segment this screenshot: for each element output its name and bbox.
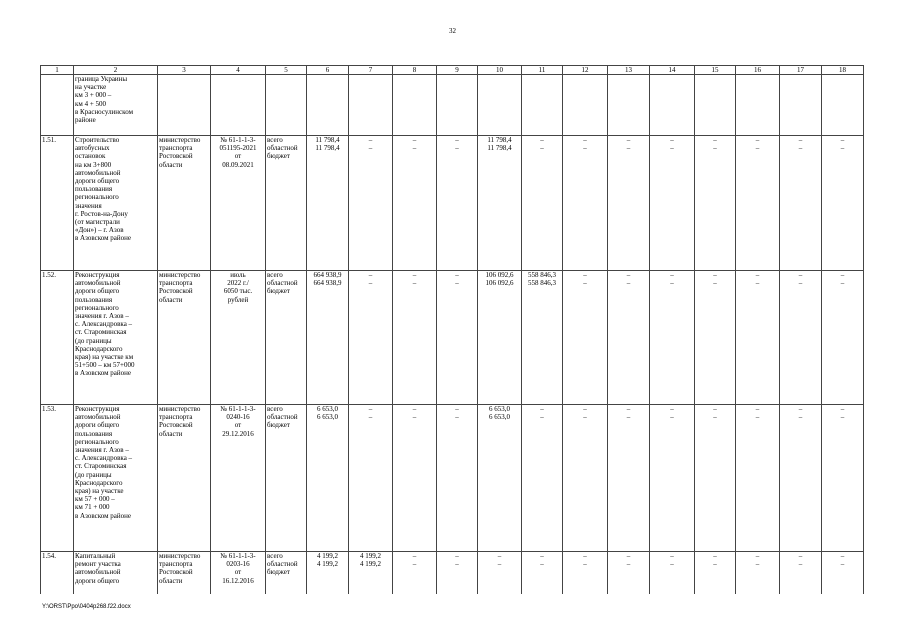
table-row: [41, 271, 864, 405]
amount-cell: [650, 405, 695, 552]
header-row: [41, 66, 864, 75]
item-name-text: Реконструкция автомобильной дороги общего пользования регионального значения г. Азов – с. Александровка – ст. Староминская (до границы Краснодарского края) на участке км 57 + 000 – км 71 + 000 в Азовском районе: [75, 405, 133, 520]
amount-cell: [608, 552, 650, 594]
amount-cell: [478, 552, 522, 594]
document-ref: [211, 75, 266, 136]
amount-cell: [822, 136, 864, 271]
amount-cell: [780, 552, 822, 594]
item-number: [41, 552, 74, 594]
amount-cell: [608, 75, 650, 136]
amount-cell-text: – –: [626, 136, 631, 153]
document-ref: [211, 271, 266, 405]
funding-source: [266, 75, 307, 136]
amount-cell: [563, 271, 608, 405]
amount-cell-text: – –: [755, 405, 760, 422]
item-number: [41, 405, 74, 552]
amount-cell: [822, 75, 864, 136]
column-header: 13: [608, 66, 650, 75]
amount-cell: [608, 405, 650, 552]
amount-cell: [563, 405, 608, 552]
amount-cell-text: – –: [455, 136, 459, 153]
amount-cell-text: – –: [540, 405, 544, 422]
amount-cell: [349, 405, 393, 552]
column-header: 11: [522, 66, 563, 75]
amount-cell-text: – –: [798, 136, 803, 153]
amount-cell: [478, 75, 522, 136]
amount-cell: [522, 552, 563, 594]
column-header: 18: [822, 66, 864, 75]
customer: [158, 405, 211, 552]
column-header: 9: [437, 66, 478, 75]
amount-cell-text: – –: [670, 552, 674, 569]
amount-cell-text: – –: [755, 136, 760, 153]
amount-cell: [563, 136, 608, 271]
amount-cell: [393, 75, 437, 136]
document-ref: [211, 136, 266, 271]
item-number: [41, 75, 74, 136]
amount-cell-text: – –: [713, 136, 717, 153]
amount-cell-text: – –: [670, 405, 674, 422]
amount-cell-text: – –: [497, 552, 502, 569]
amount-cell: [307, 136, 349, 271]
customer-text: министерство транспорта Ростовской области: [159, 136, 201, 169]
funding-source: [266, 271, 307, 405]
amount-cell-text: 106 092,6 106 092,6: [485, 271, 514, 288]
table-row: [41, 75, 864, 136]
amount-cell: [608, 136, 650, 271]
customer: [158, 271, 211, 405]
funding-source-text: всего областной бюджет: [267, 405, 298, 430]
amount-cell: [650, 271, 695, 405]
item-number: [41, 271, 74, 405]
amount-cell: [349, 552, 393, 594]
column-header: 16: [736, 66, 780, 75]
amount-cell-text: 664 938,9 664 938,9: [313, 271, 342, 288]
amount-cell-text: – –: [840, 405, 845, 422]
amount-cell: [437, 75, 478, 136]
amount-cell-text: – –: [540, 552, 544, 569]
customer: [158, 552, 211, 594]
amount-cell: [736, 405, 780, 552]
column-header: 8: [393, 66, 437, 75]
table-row: [41, 405, 864, 552]
amount-cell-text: – –: [583, 552, 587, 569]
amount-cell: [695, 405, 736, 552]
amount-cell: [522, 271, 563, 405]
amount-cell-text: 6 653,0 6 653,0: [317, 405, 338, 422]
amount-cell: [736, 271, 780, 405]
column-header: 12: [563, 66, 608, 75]
amount-cell: [780, 75, 822, 136]
funding-source-text: всего областной бюджет: [267, 136, 298, 161]
item-name-text: Строительство автобусных остановок на км 3+800 автомобильной дороги общего пользования регионального значения г. Ростов-на-Дону (от магистрали «Дон») – г. Азов в Азовском районе: [75, 136, 132, 243]
customer-text: министерство транспорта Ростовской области: [159, 405, 201, 438]
item-number-text: 1.52.: [42, 271, 56, 279]
funding-source-text: всего областной бюджет: [267, 552, 298, 577]
amount-cell: [478, 136, 522, 271]
amount-cell-text: – –: [540, 136, 544, 153]
item-name: [74, 552, 158, 594]
amount-cell-text: – –: [713, 405, 717, 422]
budget-table: [40, 65, 864, 594]
item-name-text: Капитальный ремонт участка автомобильной дороги общего: [75, 552, 121, 585]
amount-cell-text: – –: [713, 552, 717, 569]
amount-cell: [608, 271, 650, 405]
column-header: 1: [41, 66, 74, 75]
amount-cell-text: – –: [840, 271, 845, 288]
amount-cell: [736, 75, 780, 136]
amount-cell: [522, 405, 563, 552]
item-name: [74, 271, 158, 405]
amount-cell-text: – –: [368, 136, 373, 153]
amount-cell-text: – –: [455, 271, 459, 288]
amount-cell: [695, 271, 736, 405]
funding-source: [266, 552, 307, 594]
item-name-text: граница Украины на участке км 3 + 000 – км 4 + 500 в Красносулинском районе: [75, 75, 133, 125]
customer-text: министерство транспорта Ростовской области: [159, 271, 201, 304]
column-header: 15: [695, 66, 736, 75]
document-ref-text: № 61-1-1-3- 051195-2021 от 08.09.2021: [219, 136, 257, 169]
amount-cell-text: – –: [670, 271, 674, 288]
document-ref-text: июль 2022 г./ 6050 тыс. рублей: [223, 271, 253, 304]
amount-cell-text: 558 846,3 558 846,3: [528, 271, 556, 288]
amount-cell: [736, 552, 780, 594]
amount-cell: [307, 271, 349, 405]
amount-cell: [349, 271, 393, 405]
amount-cell-text: – –: [626, 552, 631, 569]
item-name: [74, 75, 158, 136]
table-row: [41, 552, 864, 594]
funding-source: [266, 136, 307, 271]
table-row: [41, 136, 864, 271]
amount-cell-text: 4 199,2 4 199,2: [360, 552, 381, 569]
amount-cell: [563, 552, 608, 594]
amount-cell: [522, 75, 563, 136]
column-header: 2: [74, 66, 158, 75]
document-ref-text: № 61-1-1-3- 0240-16 от 29.12.2016: [220, 405, 256, 438]
amount-cell: [822, 552, 864, 594]
amount-cell: [437, 405, 478, 552]
item-name-text: Реконструкция автомобильной дороги общего пользования регионального значения г. Азов – с. Александровка – ст. Староминская (до границы Краснодарского края) на участке км 51+500 – км 57+000 в Азовском районе: [75, 271, 135, 378]
amount-cell: [437, 136, 478, 271]
amount-cell-text: – –: [412, 271, 417, 288]
amount-cell-text: – –: [798, 271, 803, 288]
column-header: 6: [307, 66, 349, 75]
item-name: [74, 405, 158, 552]
amount-cell-text: – –: [412, 136, 417, 153]
amount-cell-text: – –: [368, 271, 373, 288]
amount-cell: [650, 136, 695, 271]
column-header: 3: [158, 66, 211, 75]
amount-cell: [563, 75, 608, 136]
amount-cell: [822, 271, 864, 405]
amount-cell: [522, 136, 563, 271]
amount-cell-text: – –: [583, 405, 587, 422]
item-number-text: 1.53.: [42, 405, 56, 413]
amount-cell-text: – –: [455, 552, 459, 569]
amount-cell: [822, 405, 864, 552]
amount-cell-text: – –: [455, 405, 459, 422]
page-number: 32: [449, 27, 456, 35]
amount-cell: [307, 405, 349, 552]
amount-cell-text: – –: [583, 271, 587, 288]
amount-cell-text: – –: [840, 136, 845, 153]
amount-cell: [736, 136, 780, 271]
amount-cell: [393, 271, 437, 405]
amount-cell: [393, 136, 437, 271]
amount-cell: [307, 75, 349, 136]
amount-cell: [780, 271, 822, 405]
amount-cell-text: 11 798,4 11 798,4: [487, 136, 512, 153]
amount-cell-text: – –: [798, 552, 803, 569]
amount-cell-text: – –: [412, 552, 417, 569]
amount-cell-text: – –: [368, 405, 373, 422]
amount-cell-text: – –: [670, 136, 674, 153]
amount-cell-text: – –: [583, 136, 587, 153]
file-path-footer: Y:\ORST\Ppo\0404p268.f22.docx: [42, 604, 131, 610]
document-ref-text: № 61-1-1-3- 0203-16 от 16.12.2016: [220, 552, 256, 585]
amount-cell-text: 11 798,4 11 798,4: [315, 136, 340, 153]
customer-text: министерство транспорта Ростовской области: [159, 552, 201, 585]
amount-cell: [349, 136, 393, 271]
funding-source: [266, 405, 307, 552]
column-header: 17: [780, 66, 822, 75]
item-number-text: 1.51.: [42, 136, 56, 144]
customer: [158, 75, 211, 136]
document-ref: [211, 552, 266, 594]
amount-cell-text: – –: [840, 552, 845, 569]
document-ref: [211, 405, 266, 552]
amount-cell-text: – –: [626, 405, 631, 422]
amount-cell: [478, 271, 522, 405]
amount-cell: [650, 552, 695, 594]
amount-cell-text: – –: [626, 271, 631, 288]
amount-cell: [349, 75, 393, 136]
item-number: [41, 136, 74, 271]
amount-cell-text: 6 653,0 6 653,0: [489, 405, 510, 422]
amount-cell-text: – –: [713, 271, 717, 288]
funding-source-text: всего областной бюджет: [267, 271, 298, 296]
column-header: 7: [349, 66, 393, 75]
amount-cell: [695, 136, 736, 271]
amount-cell-text: – –: [798, 405, 803, 422]
amount-cell: [650, 75, 695, 136]
column-header: 4: [211, 66, 266, 75]
amount-cell-text: 4 199,2 4 199,2: [317, 552, 338, 569]
column-header: 10: [478, 66, 522, 75]
amount-cell: [780, 136, 822, 271]
column-header: 14: [650, 66, 695, 75]
amount-cell: [695, 552, 736, 594]
amount-cell: [437, 271, 478, 405]
amount-cell: [780, 405, 822, 552]
amount-cell: [695, 75, 736, 136]
amount-cell: [437, 552, 478, 594]
amount-cell: [393, 552, 437, 594]
item-number-text: 1.54.: [42, 552, 56, 560]
item-name: [74, 136, 158, 271]
customer: [158, 136, 211, 271]
amount-cell-text: – –: [755, 271, 760, 288]
amount-cell-text: – –: [755, 552, 760, 569]
amount-cell: [393, 405, 437, 552]
column-header: 5: [266, 66, 307, 75]
amount-cell: [478, 405, 522, 552]
amount-cell-text: – –: [412, 405, 417, 422]
amount-cell: [307, 552, 349, 594]
